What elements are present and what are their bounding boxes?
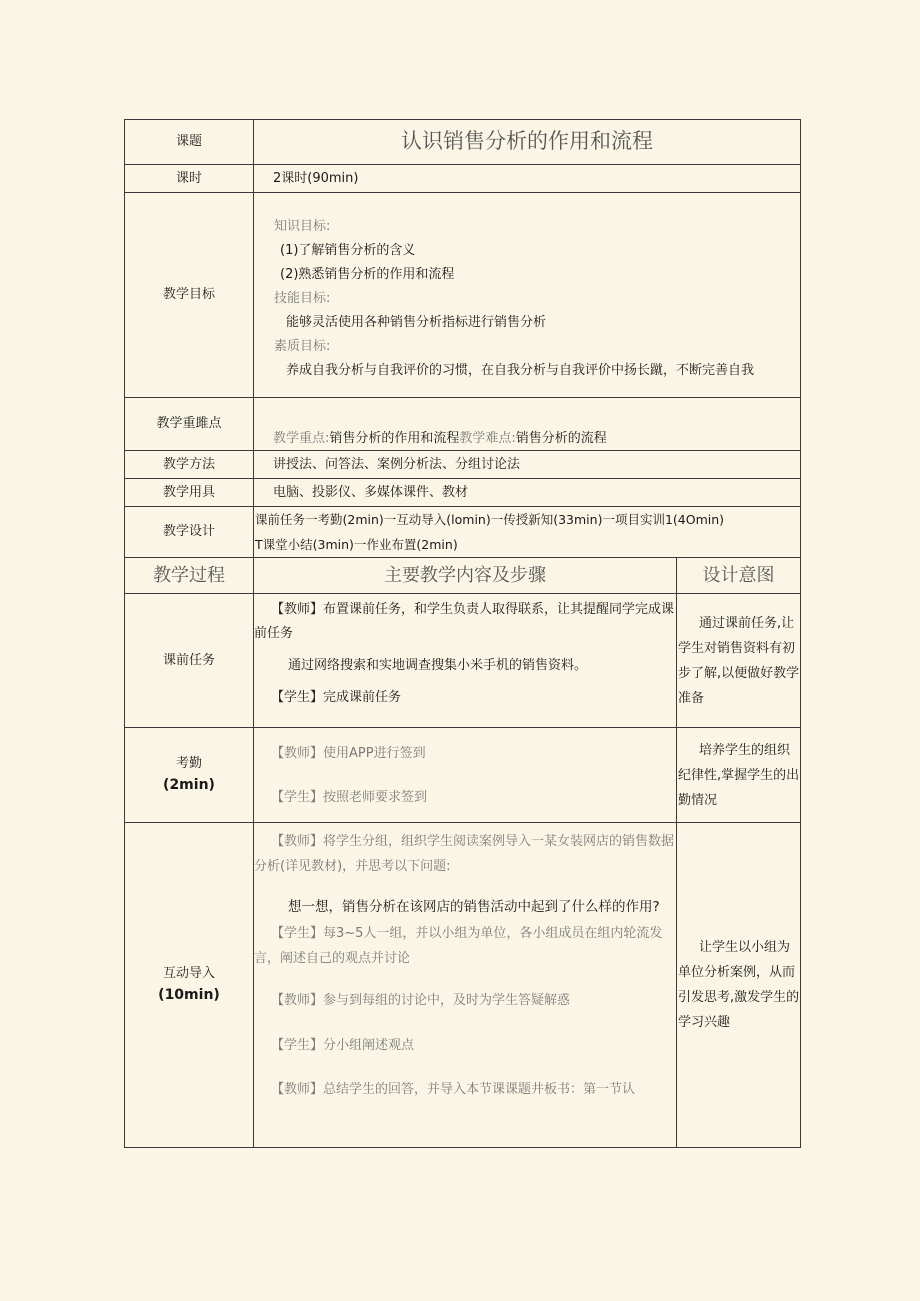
key-difficulty-value: 销售分析的流程 (515, 430, 607, 446)
key-focus-value: 销售分析的作用和流程 (329, 430, 460, 446)
design-content (254, 507, 801, 558)
stage-line: 【教师】使用APP进行签到 (271, 746, 426, 761)
key-focus-heading: 教学重点: (273, 430, 330, 446)
knowledge-goal-heading: 知识目标: (274, 219, 331, 234)
lesson-title: 认识销售分析的作用和流程 (254, 120, 801, 165)
stage-line: 【教师】布置课前任务，和学生负责人取得联系，让其提醒同学完成课前任务 (254, 602, 675, 641)
knowledge-goal-1: (1)了解销售分析的含义 (280, 243, 416, 258)
stage-time: (2min) (163, 777, 215, 794)
title-label: 课题 (125, 120, 254, 165)
key-difficulty-heading: 教学难点: (459, 430, 516, 446)
tools-value: 电脑、投影仪、多媒体课件、教材 (254, 479, 801, 507)
skill-goal-heading: 技能目标: (274, 291, 331, 306)
stage-line: 【学生】完成课前任务 (271, 689, 402, 705)
stage-name: 考勤 (175, 755, 202, 771)
stage-line: 通过网络搜索和实地调查搜集小米手机的销售资料。 (288, 658, 588, 673)
stage-intent: 培养学生的组织纪律性,掌握学生的出勤情况 (677, 728, 801, 823)
row-hours (125, 165, 801, 193)
stage-line: 【学生】分小组阐述观点 (271, 1037, 415, 1053)
stage-name-cell (125, 728, 254, 823)
stage-content (254, 728, 677, 823)
stage-content (254, 594, 677, 728)
row-method (125, 451, 801, 479)
quality-goal-heading: 素质目标: (274, 339, 331, 354)
lesson-plan-table (124, 119, 800, 1148)
method-value: 讲授法、问答法、案例分析法、分组讨论法 (254, 451, 801, 479)
stage-row-pre-class (125, 594, 801, 728)
hours-value: 2课时(90min) (254, 165, 801, 193)
hours-label: 课时 (125, 165, 254, 193)
key-points-content (254, 398, 801, 451)
goals-content (254, 193, 801, 398)
tools-label: 教学用具 (125, 479, 254, 507)
design-line-1: 课前任务一考勤(2min)一互动导入(lomin)一传授新知(33min)一项目实训1(4Omin) (255, 512, 725, 527)
quality-goal-1: 养成自我分析与自我评价的习惯，在自我分析与自我评价中扬长蹴，不断完善自我 (286, 363, 755, 378)
skill-goal-1: 能够灵活使用各种销售分析指标进行销售分析 (286, 315, 547, 330)
stage-content (254, 823, 677, 1148)
process-header-stage: 教学过程 (125, 558, 254, 594)
design-line-2: T课堂小结(3min)一作业布置(2min) (255, 537, 458, 552)
row-tools (125, 479, 801, 507)
stage-name-cell (125, 823, 254, 1148)
row-title (125, 120, 801, 165)
process-header-content: 主要教学内容及步骤 (254, 558, 677, 594)
row-goals (125, 193, 801, 398)
stage-name: 课前任务 (125, 594, 254, 728)
row-design (125, 507, 801, 558)
stage-row-interactive-intro (125, 823, 801, 1148)
key-points-label: 教学重雎点 (125, 398, 254, 451)
row-key-points (125, 398, 801, 451)
stage-row-attendance (125, 728, 801, 823)
goals-label: 教学目标 (125, 193, 254, 398)
process-header-intent: 设计意图 (677, 558, 801, 594)
stage-line: 【教师】总结学生的回答，并导入本节课课题井板书：第一节认 (271, 1082, 636, 1098)
stage-line: 【教师】将学生分组，组织学生阅读案例导入一某女装网店的销售数据分析(详见教材)，并思考以下问题: (254, 834, 675, 874)
stage-line: 【教师】参与到每组的讨论中，及时为学生答疑解惑 (271, 993, 571, 1009)
stage-intent: 让学生以小组为单位分析案例，从而引发思考,激发学生的学习兴趣 (677, 823, 801, 1148)
stage-line: 【学生】按照老师要求签到 (271, 789, 428, 805)
stage-line: 【学生】每3~5人一组，并以小组为单位，各小组成员在组内轮流发言，阐述自己的观点并讨论 (254, 926, 663, 967)
stage-intent: 通过课前任务,让学生对销售资料有初步了解,以便做好教学准备 (677, 594, 801, 728)
stage-line: 想一想，销售分析在该网店的销售活动中起到了什么样的作用? (288, 899, 660, 915)
design-label: 教学设计 (125, 507, 254, 558)
method-label: 教学方法 (125, 451, 254, 479)
stage-time: (10min) (158, 987, 220, 1004)
stage-name: 互动导入 (162, 965, 215, 981)
knowledge-goal-2: (2)熟悉销售分析的作用和流程 (280, 267, 455, 282)
process-header-row (125, 558, 801, 594)
